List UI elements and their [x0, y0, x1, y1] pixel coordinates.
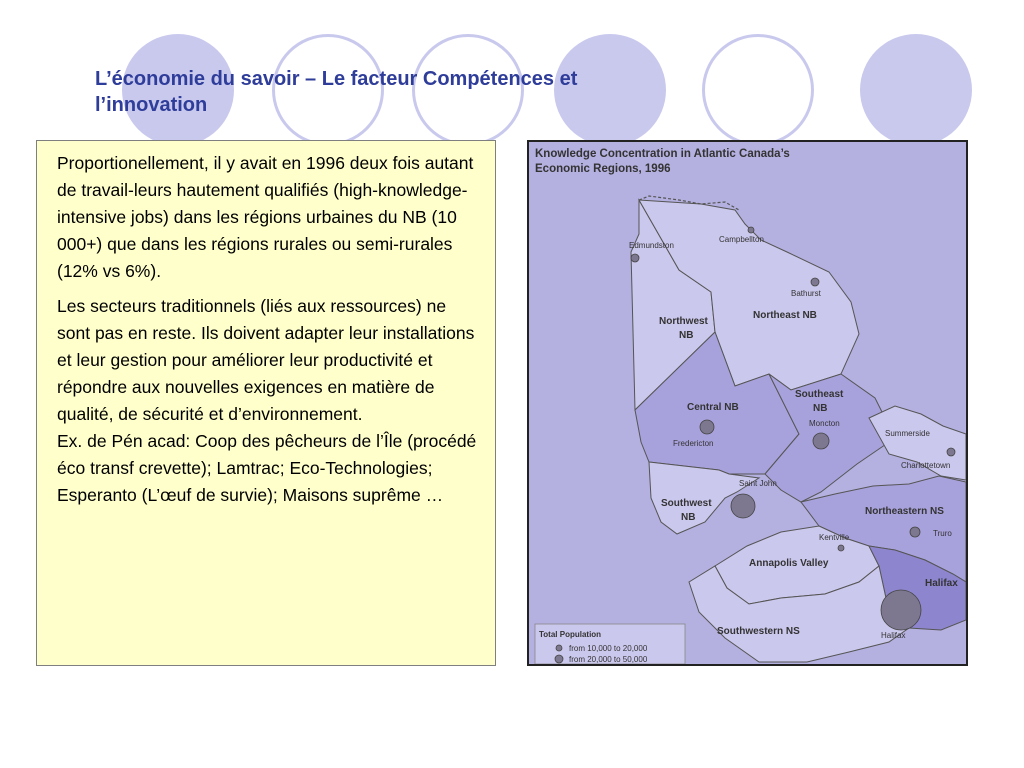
map-image	[527, 140, 968, 666]
city-label-edmundston: Edmundston	[629, 241, 674, 250]
decorative-circle-6	[860, 34, 972, 146]
slide-title-line-1: L’économie du savoir – Le facteur Compétences et	[95, 68, 578, 90]
paragraph-1: Proportionellement, il y avait en 1996 deux fois autant de travail-leurs hautement qualifiés (high-knowledge-intensive jobs) dans les régions urbaines du NB (10 000+) que dans les régions rurales ou semi-rurales (12% vs 6%).	[57, 153, 474, 281]
region-label-southeast: Southeast	[795, 389, 844, 400]
region-label-southwest-nb: NB	[681, 512, 696, 523]
city-dot-truro	[910, 527, 920, 537]
paragraph-2: Les secteurs traditionnels (liés aux ressources) ne sont pas en reste. Ils doivent adapter leur installations et leur gestion pour améliorer leur productivité et répondre aux nouvelles exigences en matière de qualité, de sécurité et d’environnement.	[57, 296, 475, 424]
slide-title-line-2: l’innovation	[95, 94, 208, 116]
city-label-moncton: Moncton	[809, 419, 840, 428]
region-label-northwest: Northwest	[659, 316, 708, 327]
city-label-bathurst: Bathurst	[791, 289, 821, 298]
region-label-southwestern-ns: Southwestern NS	[717, 626, 800, 637]
region-label-central: Central NB	[687, 402, 739, 413]
legend-item-2: from 20,000 to 50,000	[569, 655, 648, 664]
city-dot-saint-john	[731, 494, 755, 518]
city-dot-kentville	[838, 545, 844, 551]
map-svg	[529, 142, 966, 664]
region-label-northeastern-ns: Northeastern NS	[865, 506, 944, 517]
city-label-saint-john: Saint John	[739, 479, 777, 488]
city-dot-bathurst	[811, 278, 819, 286]
city-label-kentville: Kentville	[819, 533, 850, 542]
legend-dot-medium	[555, 655, 563, 663]
city-label-charlottetown: Charlottetown	[901, 461, 951, 470]
city-label-summerside: Summerside	[885, 429, 930, 438]
region-label-northeast: Northeast NB	[753, 310, 817, 321]
city-label-fredericton: Fredericton	[673, 439, 714, 448]
map-title-line-2: Economic Regions, 1996	[535, 163, 671, 175]
region-label-annapolis-valley: Annapolis Valley	[749, 558, 829, 569]
city-dot-edmundston	[631, 254, 639, 262]
region-label-northwest-nb: NB	[679, 330, 694, 341]
city-label-truro: Truro	[933, 529, 952, 538]
city-dot-campbellton	[748, 227, 754, 233]
region-label-halifax: Halifax	[925, 578, 958, 589]
text-box	[36, 140, 496, 666]
paragraph-3: Ex. de Pén acad: Coop des pêcheurs de l’Île (procédé éco transf crevette); Lamtrac; Eco-Technologies; Esperanto (L’œuf de survie); Maisons suprême …	[57, 431, 477, 505]
slide-title	[95, 66, 775, 118]
region-label-southwest: Southwest	[661, 498, 712, 509]
city-dot-halifax	[881, 590, 921, 630]
city-label-halifax: Halifax	[881, 631, 906, 640]
city-dot-moncton	[813, 433, 829, 449]
city-dot-summerside	[947, 448, 955, 456]
city-dot-fredericton	[700, 420, 714, 434]
legend-title: Total Population	[539, 630, 602, 639]
map-title-line-1: Knowledge Concentration in Atlantic Canada’s	[535, 148, 790, 160]
legend-dot-small	[556, 645, 562, 651]
region-label-southeast-nb: NB	[813, 403, 828, 414]
city-label-campbellton: Campbellton	[719, 235, 764, 244]
legend-item-1: from 10,000 to 20,000	[569, 644, 648, 653]
